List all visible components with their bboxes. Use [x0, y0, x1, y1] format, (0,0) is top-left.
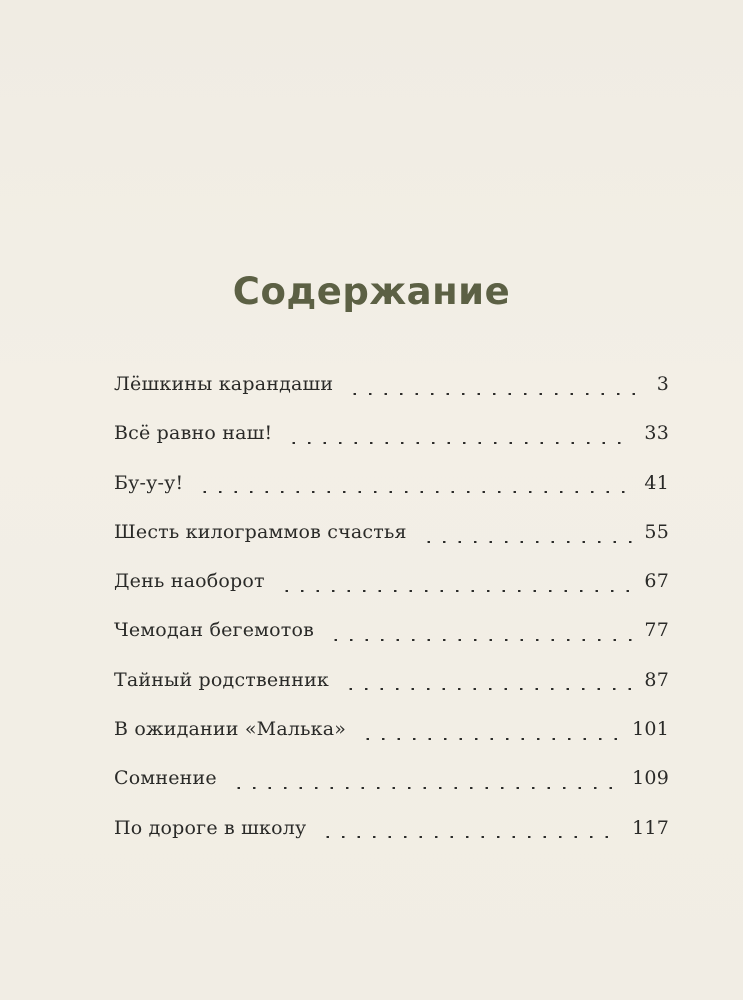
toc-entry — [114, 606, 669, 655]
toc-entry-title: Бу-у-у! — [114, 471, 184, 494]
dot-leader — [360, 738, 620, 740]
toc-entry-page-number: 87 — [644, 668, 669, 691]
toc-entry-page-number: 67 — [644, 570, 669, 593]
toc-entry-title: День наоборот — [114, 570, 265, 593]
toc-entry-title: В ожидании «Малька» — [114, 718, 347, 741]
dot-leader — [347, 393, 644, 395]
page-title: Содержание — [232, 270, 511, 313]
toc-entry — [114, 705, 669, 754]
toc-entry-page-number: 41 — [644, 471, 669, 494]
toc-entry-title: По дороге в школу — [114, 816, 307, 839]
dot-leader — [279, 590, 633, 592]
dot-leader — [197, 491, 632, 493]
toc-entry — [114, 754, 669, 803]
toc-entry-page-number: 77 — [644, 619, 669, 642]
toc-entry — [114, 656, 669, 705]
toc-entry-title: Всё равно наш! — [114, 422, 273, 445]
toc-entry-page-number: 109 — [632, 767, 669, 790]
toc-entry — [114, 804, 669, 853]
toc-entry-title: Сомнение — [114, 767, 217, 790]
dot-leader — [286, 442, 632, 444]
toc-entry-page-number: 55 — [644, 520, 669, 543]
toc-entry-page-number: 117 — [632, 816, 669, 839]
dot-leader — [343, 688, 632, 690]
toc-entry — [114, 409, 669, 458]
toc-entry — [114, 360, 669, 409]
toc-entry-page-number: 101 — [632, 718, 669, 741]
dot-leader — [231, 787, 620, 789]
toc-entry — [114, 459, 669, 508]
dot-leader — [328, 639, 632, 641]
toc-entry — [114, 508, 669, 557]
toc-entry-title: Шесть килограммов счастья — [114, 520, 407, 543]
toc-entry — [114, 557, 669, 606]
toc-entry-title: Лёшкины карандаши — [114, 373, 334, 395]
dot-leader — [320, 836, 620, 838]
toc-entry-page-number: 33 — [644, 422, 669, 445]
toc-entry-title: Чемодан бегемотов — [114, 619, 315, 642]
toc-entry-page-number: 3 — [656, 373, 669, 395]
dot-leader — [421, 541, 633, 543]
toc-entry-title: Тайный родственник — [114, 668, 330, 691]
table-of-contents — [114, 360, 669, 853]
